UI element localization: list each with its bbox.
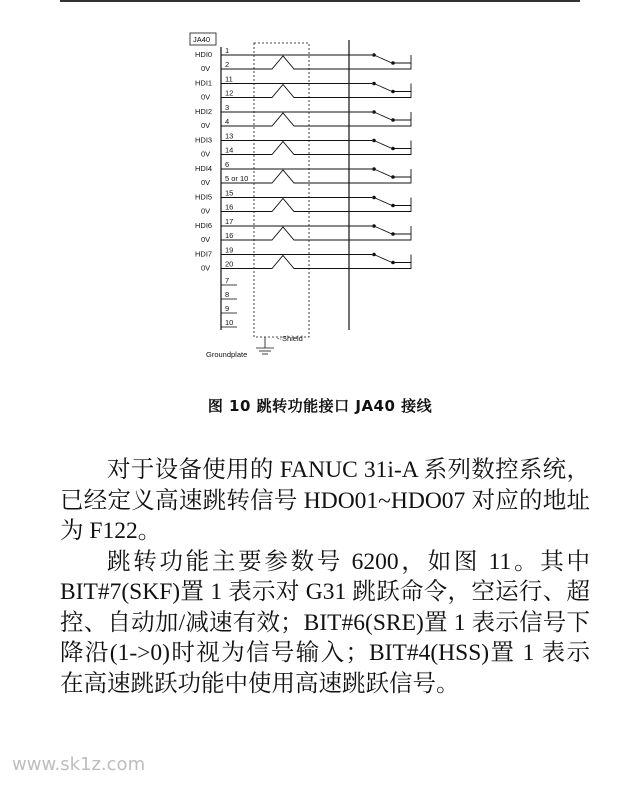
signal-name-0: HDI0: [195, 50, 213, 59]
pin-number: 15: [225, 188, 234, 198]
switch-blade: [374, 226, 392, 234]
switch-blade: [374, 255, 392, 263]
return-wire: [221, 112, 411, 126]
signal-name-7: HDI7: [195, 249, 213, 259]
pin-number: 17: [225, 217, 234, 226]
pin-number: 6: [225, 160, 230, 169]
return-wire: [221, 169, 411, 183]
zero-volt-label-7: 0V: [201, 263, 211, 273]
shield-label: -·Shield: [277, 334, 303, 343]
pin-number: 20: [225, 259, 234, 269]
signal-name-4: HDI4: [195, 164, 213, 173]
return-wire: [221, 255, 411, 269]
return-wire: [221, 84, 411, 98]
pin-number: 16: [225, 202, 234, 212]
signal-name-6: HDI6: [195, 221, 213, 230]
pin-number: 1: [225, 46, 230, 55]
switch-blade: [374, 55, 392, 63]
extra-pin-2: 9: [225, 304, 230, 313]
zero-volt-label-1: 0V: [201, 92, 211, 102]
extra-pin-0: 7: [225, 276, 230, 285]
return-wire: [221, 141, 411, 155]
zero-volt-label-4: 0V: [201, 178, 211, 187]
pin-number: 4: [225, 117, 230, 126]
switch-blade: [374, 141, 392, 149]
extra-pin-3: 10: [225, 318, 234, 327]
return-wire: [221, 226, 411, 240]
watermark: www.sk1z.com: [12, 754, 146, 775]
zero-volt-label-5: 0V: [201, 206, 211, 216]
switch-blade: [374, 84, 392, 92]
pin-number: 11: [225, 74, 233, 84]
switch-blade: [374, 198, 392, 206]
zero-volt-label-3: 0V: [201, 149, 211, 159]
switch-blade: [374, 169, 392, 177]
pin-number: 13: [225, 131, 234, 141]
signal-name-2: HDI2: [195, 107, 213, 116]
ground-label: Groundplate: [206, 350, 248, 359]
figure-caption: 图 10 跳转功能接口 JA40 接线: [207, 397, 433, 415]
zero-volt-label-2: 0V: [201, 121, 211, 130]
paragraph-2: 跳转功能主要参数号 6200，如图 11。其中 BIT#7(SKF)置 1 表示对 G31 跳跃命令，空运行、超控、自动加/减速有效；BIT#6(SRE)置 1 表示信号下降沿(1->0)时视为信号输入；BIT#4(HSS)置 1 表示在高速跳跃功能中使用高速跳跃信号。: [60, 548, 590, 697]
pin-number: 2: [225, 60, 230, 69]
switch-blade: [374, 112, 392, 120]
signal-name-3: HDI3: [195, 135, 213, 145]
ja40-wiring-diagram: [0, 0, 640, 380]
body-text: [60, 455, 590, 699]
pin-number: 12: [225, 88, 234, 98]
return-wire: [221, 198, 411, 212]
zero-volt-label-0: 0V: [201, 64, 211, 73]
return-wire: [221, 55, 411, 69]
signal-name-1: HDI1: [195, 78, 213, 88]
paragraph-1: 对于设备使用的 FANUC 31i-A 系列数控系统，已经定义高速跳转信号 HDO01~HDO07 对应的地址为 F122。: [60, 457, 590, 544]
shield-box: [254, 43, 309, 337]
pin-number: 19: [225, 245, 234, 255]
signal-name-5: HDI5: [195, 192, 213, 202]
pin-number: 5 or 10: [225, 174, 249, 183]
extra-pin-1: 8: [225, 290, 230, 299]
pin-number: 14: [225, 145, 234, 155]
pin-number: 3: [225, 103, 230, 112]
zero-volt-label-6: 0V: [201, 235, 211, 244]
connector-label: JA40: [193, 35, 211, 44]
pin-number: 16: [225, 231, 234, 240]
